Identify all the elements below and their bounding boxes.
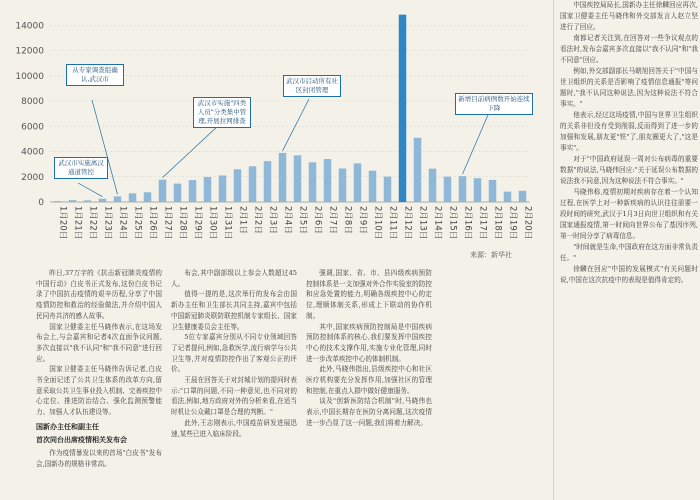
bar-chart-svg — [0, 0, 543, 265]
x-tick-label: 1月28日 — [177, 206, 188, 240]
col4-para-6: 马晓伟称,疫情初期对疾病存在着一个认知过程,在医学上对一种新疾病的认识往往需要一段时间的研究,武汉于1月3日向世卫组织和有关国家通报疫情,第一时间向世界公布了基因序列,第一时间分享了病毒信息。 — [560, 188, 698, 240]
col2-para-3: 5位专家嘉宾分别从不同专业领域回答了记者提问,例如,急救医学,流行病学与公共卫生等,并对疫情防控作出了客观公正的评价。 — [171, 333, 297, 374]
x-tick-label: 1月25日 — [132, 206, 143, 240]
bar — [324, 159, 332, 202]
x-tick-label: 2月19日 — [507, 206, 518, 240]
col4-para-7: "时间就是生命,中国政府在这方面非常负责任。" — [560, 243, 698, 262]
annotation-leader-line — [92, 100, 118, 194]
x-tick-label: 2月13日 — [417, 206, 428, 240]
x-tick-label: 1月31日 — [222, 206, 233, 240]
bar — [84, 200, 92, 202]
x-tick-label: 2月4日 — [282, 206, 293, 234]
col2-para-1: 布会,其中副部级以上参会人数超过45人。 — [171, 269, 297, 288]
bar — [219, 175, 227, 202]
bar — [474, 178, 482, 202]
bar — [339, 168, 347, 202]
col4-para-5: 对于"中国政府延误一周对公布病毒的重要数据"的说法,马晓伟回应:"关于延误公布数据的说法我不同意,因为这种说法不符合事实。" — [560, 155, 698, 185]
annotation-leader-line — [463, 108, 492, 174]
x-tick-label: 2月10日 — [372, 206, 383, 240]
bar — [234, 169, 242, 202]
article-column-1 — [36, 268, 162, 500]
y-tick-label: 14000 — [15, 21, 44, 32]
col1-para-1: 昨日,37万字的《抗击新冠肺炎疫情的中国行动》白皮书正式发布,这份白皮书记录了中国抗击疫情的艰辛历程,分享了中国疫情防控和救治的经验做法,并介绍中国人民同舟共济的感人故事。 — [36, 269, 162, 320]
article-column-2 — [171, 268, 297, 500]
x-tick-label: 1月30日 — [207, 206, 218, 240]
bar — [54, 201, 62, 202]
col4-para-4: 他表示,经过这场疫情,中国与世界卫生组织的关系非但没有受到削弱,反而得到了进一步的加强和发展,朋友更"铁"了,朋友圈更大了,"这是事实"。 — [560, 111, 698, 152]
bar — [264, 161, 272, 202]
x-tick-label: 2月11日 — [387, 206, 398, 240]
bar — [489, 180, 497, 202]
bar — [459, 176, 467, 202]
col3-para-2: 其中,国家疾病预防控制局是中国疾病预防控制体系的核心,我们要发挥中国疾控中心的技术支撑作用,实施专业化管理,同时进一步改革疾控中心的体制机制。 — [306, 322, 432, 363]
x-tick-label: 2月5日 — [297, 206, 308, 234]
x-tick-label: 1月21日 — [72, 206, 83, 240]
bar — [414, 138, 422, 202]
bar — [384, 177, 392, 202]
x-tick-label: 2月12日 — [402, 206, 413, 240]
x-tick-label: 2月14日 — [432, 206, 443, 240]
bar — [174, 184, 182, 202]
bar — [519, 191, 527, 202]
x-tick-label: 2月6日 — [312, 206, 323, 234]
bar — [399, 15, 407, 202]
col2-para-2: 值得一提的是,这次举行的发布会由国新办主任和卫生部长共同主持,嘉宾中包括中国新冠肺炎联防联控机制专家组长、国家卫生健康委员会主任等。 — [171, 290, 297, 331]
y-tick-label: 8000 — [21, 97, 44, 107]
bar — [144, 192, 152, 202]
x-tick-label: 1月24日 — [117, 206, 128, 240]
y-tick-label: 4000 — [21, 147, 44, 158]
y-tick-label: 2000 — [21, 172, 44, 183]
col1-subhead-2: 首次同台出席疫情相关发布会 — [36, 435, 127, 444]
col1-para-4: 作为疫情暴发以来的首场"白皮书"发布会,国新办的规格非常高。 — [36, 448, 162, 468]
col2-para-4: 王晨在回答关于对封城计划的提问时表示:"口罩的问题,不同一种意见,也不同对的看法,例如,地方政府对外的分析来看,在适当时机让公众戴口罩是合理的判断。" — [171, 376, 297, 417]
x-tick-label: 2月15日 — [447, 206, 458, 240]
y-tick-label: 0 — [38, 198, 44, 208]
bar — [444, 177, 452, 202]
annotation-expert-confirm: 从专家调查组确认,武汉市 — [66, 64, 124, 86]
bar — [204, 177, 212, 202]
annotation-cases-decline: 新增目前病例数开始连续下降 — [455, 93, 533, 115]
bar — [429, 169, 437, 202]
x-tick-label: 2月8日 — [342, 206, 353, 234]
y-tick-label: 6000 — [21, 122, 44, 133]
x-tick-label: 2月2日 — [252, 206, 263, 234]
bar — [369, 171, 377, 202]
col4-para-2: 南都记者关注到,在回答对一些争议观点的看法时,发布会嘉宾多次直接以"我不认同"和"我不同意"回应。 — [560, 34, 698, 64]
x-tick-label: 2月18日 — [492, 206, 503, 240]
annotation-lockdown: 武汉市实施离汉通道管控 — [54, 157, 108, 179]
bar — [189, 180, 197, 202]
bar — [279, 153, 287, 202]
x-tick-label: 1月27日 — [162, 206, 173, 240]
col1-para-3: 国家卫健委主任马晓伟告诉记者,白皮书全面记述了公共卫生体系的改革方向,留意采取公共卫生事业投入机制、完善疾控中心定位、推进防治结合、强化监测预警能力、加强人才队伍建设等。 — [36, 365, 162, 417]
x-tick-label: 2月1日 — [237, 206, 248, 234]
x-tick-label: 2月16日 — [462, 206, 473, 240]
col4-para-8: 徐麟在回应"中国的发展模式"有关问题时说,中国在这次抗疫中的表现是值得肯定的。 — [560, 265, 698, 284]
annotation-leader-line — [78, 183, 103, 197]
annotation-community-closure: 武汉市启动所有社区封闭管理 — [283, 75, 341, 97]
chart-source: 来源：新华社 — [470, 251, 512, 259]
bar — [114, 196, 122, 202]
annotation-four-categories: 武汉市实施"四类人员"分类集中管理,开展拉网排查 — [193, 97, 251, 128]
annotation-leader-line — [283, 99, 310, 151]
x-tick-label: 2月7日 — [327, 206, 338, 234]
bar — [504, 192, 512, 202]
x-tick-label: 1月29日 — [192, 206, 203, 240]
bar — [99, 199, 107, 202]
col4-para-3: 例如,外交部副部长马朝旭回答关于"中国与世卫组织的关系是否影响了疫情信息通报"等问题时,"我不认同这种说法,因为这种说法不符合事实。" — [560, 67, 698, 108]
x-tick-label: 2月17日 — [477, 206, 488, 240]
col3-para-3: 此外,马晓伟指出,县级疾控中心和社区医疗机构要充分发挥作用,加强社区的管理和控制,在重点人群中做好健康服务。 — [306, 365, 432, 395]
x-tick-label: 2月20日 — [522, 206, 533, 240]
x-tick-label: 1月23日 — [102, 206, 113, 240]
column-divider — [553, 0, 554, 500]
col1-subhead-1: 国新办主任和副主任 — [36, 422, 99, 431]
bar — [309, 162, 317, 202]
bar — [129, 193, 137, 202]
bar — [354, 163, 362, 202]
bar — [159, 180, 167, 202]
x-tick-label: 1月20日 — [57, 206, 68, 240]
y-tick-label: 12000 — [15, 46, 44, 57]
article-column-4 — [560, 0, 698, 500]
bar — [69, 200, 77, 202]
col1-para-2: 国家卫健委主任马晓伟表示,在这场发布会上,与会嘉宾和记者4次直面争议问题,多次直接以"我不认同"和"我不同意"进行回应。 — [36, 322, 162, 363]
bar — [249, 166, 257, 202]
x-tick-label: 2月3日 — [267, 206, 278, 234]
x-tick-label: 2月9日 — [357, 206, 368, 234]
col3-para-1: 强调,国家、省、市、县四级疾病预防控制体系是一支加强对外合作实验室的防控和应急处置的能力,明确各级疾控中心的定位,理顺体制关系,形成上下联动的协作机制。 — [306, 269, 432, 320]
col2-para-5: 此外,王志刚表示,中国疫苗研发进展迅速,某些已进入临床阶段。 — [171, 418, 297, 438]
x-tick-label: 1月22日 — [87, 206, 98, 240]
col3-para-4: 谈及"创新医防结合机制"时,马晓伟也表示,中国长期存在医防分离问题,这次疫情进一步凸显了这一问题,我们将着力解决。 — [306, 397, 432, 427]
epidemic-chart — [0, 0, 543, 265]
y-tick-label: 10000 — [15, 71, 44, 82]
bar — [294, 155, 302, 202]
article-column-3 — [306, 268, 432, 500]
col4-para-1: 中国疾控局局长,国新办主任徐麟回应再次,国家卫健委主任马晓伟和外交部发言人赵立坚进行了回应。 — [560, 1, 698, 31]
x-tick-label: 1月26日 — [147, 206, 158, 240]
